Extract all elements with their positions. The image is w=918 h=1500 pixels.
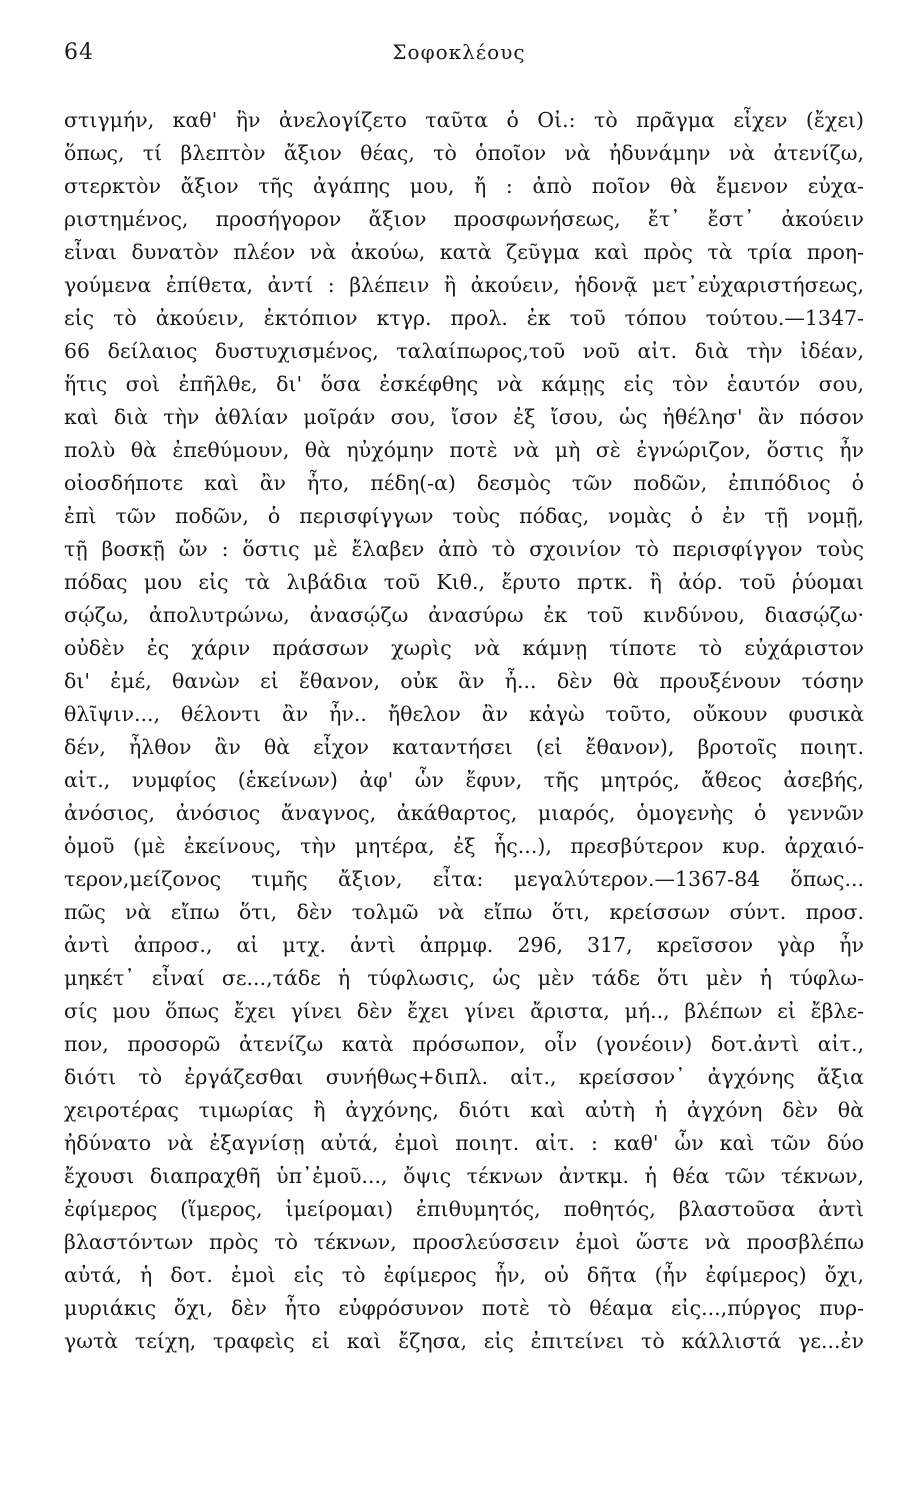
text-line: ἐφίμερος (ἵμερος, ἱμείρομαι) ἐπιθυμητός, ποθητός, βλαστοῦσα ἀντὶ bbox=[64, 1197, 864, 1221]
text-line: οἱοσδήποτε καὶ ἂν ἦτο, πέδη(-α) δεσμὸς τῶν ποδῶν, ἐπιπόδιος ὁ bbox=[64, 471, 864, 495]
text-line: σίς μου ὅπως ἔχει γίνει δὲν ἔχει γίνει ἄριστα, μή.., βλέπων εἰ ἔβλε- bbox=[64, 999, 864, 1023]
text-line: γούμενα ἐπίθετα, ἀντί : βλέπειν ἢ ἀκούειν, ἡδονᾷ μετ᾽εὐχαριστήσεως, bbox=[64, 273, 864, 297]
text-line: μηκέτ᾽ εἶναί σε...,τάδε ἡ τύφλωσις, ὡς μὲν τάδε ὅτι μὲν ἡ τύφλω- bbox=[64, 966, 864, 990]
text-line: εἰς τὸ ἀκούειν, ἐκτόπιον κτγρ. προλ. ἐκ τοῦ τόπου τούτου.—1347- bbox=[64, 306, 864, 330]
text-line: ἐπὶ τῶν ποδῶν, ὁ περισφίγγων τοὺς πόδας, νομὰς ὁ ἐν τῇ νομῇ, bbox=[64, 504, 864, 528]
commentary-text bbox=[64, 104, 864, 1358]
text-line: τερον,μείζονος τιμῆς ἄξιον, εἶτα: μεγαλύτερον.—1367-84 ὅπως... bbox=[64, 867, 864, 891]
text-line: χειροτέρας τιμωρίας ἢ ἀγχόνης, διότι καὶ αὐτὴ ἡ ἀγχόνη δὲν θὰ bbox=[64, 1098, 864, 1122]
text-line: διότι τὸ ἐργάζεσθαι συνήθως+διπλ. αἰτ., κρείσσον᾽ ἀγχόνης ἄξια bbox=[64, 1065, 864, 1089]
text-line: αἰτ., νυμφίος (ἐκείνων) ἀφ' ὧν ἔφυν, τῆς μητρός, ἄθεος ἀσεβής, bbox=[64, 768, 864, 792]
text-line: πῶς νὰ εἴπω ὅτι, δὲν τολμῶ νὰ εἴπω ὅτι, κρείσσων σύντ. προσ. bbox=[64, 900, 864, 924]
text-line: πον, προσορῶ ἀτενίζω κατὰ πρόσωπον, οἷν (γονέοιν) δοτ.ἀντὶ αἰτ., bbox=[64, 1032, 864, 1056]
text-line: τῇ βοσκῇ ὤν : ὅστις μὲ ἔλαβεν ἀπὸ τὸ σχοινίον τὸ περισφίγγον τοὺς bbox=[64, 537, 864, 561]
text-line: εἶναι δυνατὸν πλέον νὰ ἀκούω, κατὰ ζεῦγμα καὶ πρὸς τὰ τρία προη- bbox=[64, 240, 864, 264]
text-line: ἠδύνατο νὰ ἐξαγνίσῃ αὐτά, ἐμοὶ ποιητ. αἰτ. : καθ' ὧν καὶ τῶν δύο bbox=[64, 1131, 864, 1155]
text-line: γωτὰ τείχη, τραφεὶς εἰ καὶ ἔζησα, εἰς ἐπιτείνει τὸ κάλλιστά γε...ἐν bbox=[64, 1329, 864, 1353]
text-line: θλῖψιν..., θέλοντι ἂν ἦν.. ἤθελον ἂν κἀγὼ τοῦτο, οὔκουν φυσικὰ bbox=[64, 702, 864, 726]
text-line: βλαστόντων πρὸς τὸ τέκνων, προσλεύσσειν ἐμοὶ ὥστε νὰ προσβλέπω bbox=[64, 1230, 864, 1254]
running-title: Σοφοκλέους bbox=[392, 40, 526, 64]
text-line: ἀντὶ ἀπροσ., αἱ μτχ. ἀντὶ ἀπρμφ. 296, 317, κρεῖσσον γὰρ ἦν bbox=[64, 933, 864, 957]
page-number: 64 bbox=[64, 40, 94, 65]
text-line: αὐτά, ἡ δοτ. ἐμοὶ εἰς τὸ ἐφίμερος ἦν, οὐ δῆτα (ἦν ἐφίμερος) ὄχι, bbox=[64, 1263, 864, 1287]
text-line: καὶ διὰ τὴν ἀθλίαν μοῖράν σου, ἴσον ἐξ ἴσου, ὡς ἠθέλησ' ἂν πόσον bbox=[64, 405, 864, 429]
text-line: ἀνόσιος, ἀνόσιος ἄναγνος, ἀκάθαρτος, μιαρός, ὁμογενὴς ὁ γεννῶν bbox=[64, 801, 864, 825]
text-line: 66 δείλαιος δυστυχισμένος, ταλαίπωρος,τοῦ νοῦ αἰτ. διὰ τὴν ἰδέαν, bbox=[64, 339, 864, 363]
text-line: δι' ἐμέ, θανὼν εἰ ἔθανον, οὐκ ἂν ἦ... δὲν θὰ προυξένουν τόσην bbox=[64, 669, 864, 693]
text-line: ὅπως, τί βλεπτὸν ἄξιον θέας, τὸ ὁποῖον νὰ ἠδυνάμην νὰ ἀτενίζω, bbox=[64, 141, 864, 165]
text-line: οὐδὲν ἐς χάριν πράσσων χωρὶς νὰ κάμνῃ τίποτε τὸ εὐχάριστον bbox=[64, 636, 864, 660]
text-line: ἥτις σοὶ ἐπῆλθε, δι' ὅσα ἐσκέφθης νὰ κάμῃς εἰς τὸν ἑαυτόν σου, bbox=[64, 372, 864, 396]
text-line: μυριάκις ὄχι, δὲν ἦτο εὐφρόσυνον ποτὲ τὸ θέαμα εἰς...,πύργος πυρ- bbox=[64, 1296, 864, 1320]
text-line: δέν, ἦλθον ἂν θὰ εἶχον καταντήσει (εἰ ἔθανον), βροτοῖς ποιητ. bbox=[64, 735, 864, 759]
text-line: πολὺ θὰ ἐπεθύμουν, θὰ ηὐχόμην ποτὲ νὰ μὴ σὲ ἐγνώριζον, ὅστις ἦν bbox=[64, 438, 864, 462]
text-line: ὁμοῦ (μὲ ἐκείνους, τὴν μητέρα, ἐξ ἧς...), πρεσβύτερον κυρ. ἀρχαιό- bbox=[64, 834, 864, 858]
text-line: ἔχουσι διαπραχθῆ ὑπ᾽ἐμοῦ..., ὄψις τέκνων ἀντκμ. ἡ θέα τῶν τέκνων, bbox=[64, 1164, 864, 1188]
text-line: πόδας μου εἰς τὰ λιβάδια τοῦ Κιθ., ἔρυτο πρτκ. ἢ ἀόρ. τοῦ ῥύομαι bbox=[64, 570, 864, 594]
text-line: στερκτὸν ἄξιον τῆς ἀγάπης μου, ἤ : ἀπὸ ποῖον θὰ ἔμενον εὐχα- bbox=[64, 174, 864, 198]
text-line: ριστημένος, προσήγορον ἄξιον προσφωνήσεως, ἔτ᾽ ἔστ᾽ ἀκούειν bbox=[64, 207, 864, 231]
text-line: στιγμήν, καθ' ἣν ἀνελογίζετο ταῦτα ὁ Οἰ.: τὸ πρᾶγμα εἶχεν (ἔχει) bbox=[64, 108, 864, 132]
text-line: σῴζω, ἀπολυτρώνω, ἀνασῴζω ἀνασύρω ἐκ τοῦ κινδύνου, διασῴζω· bbox=[64, 603, 864, 627]
